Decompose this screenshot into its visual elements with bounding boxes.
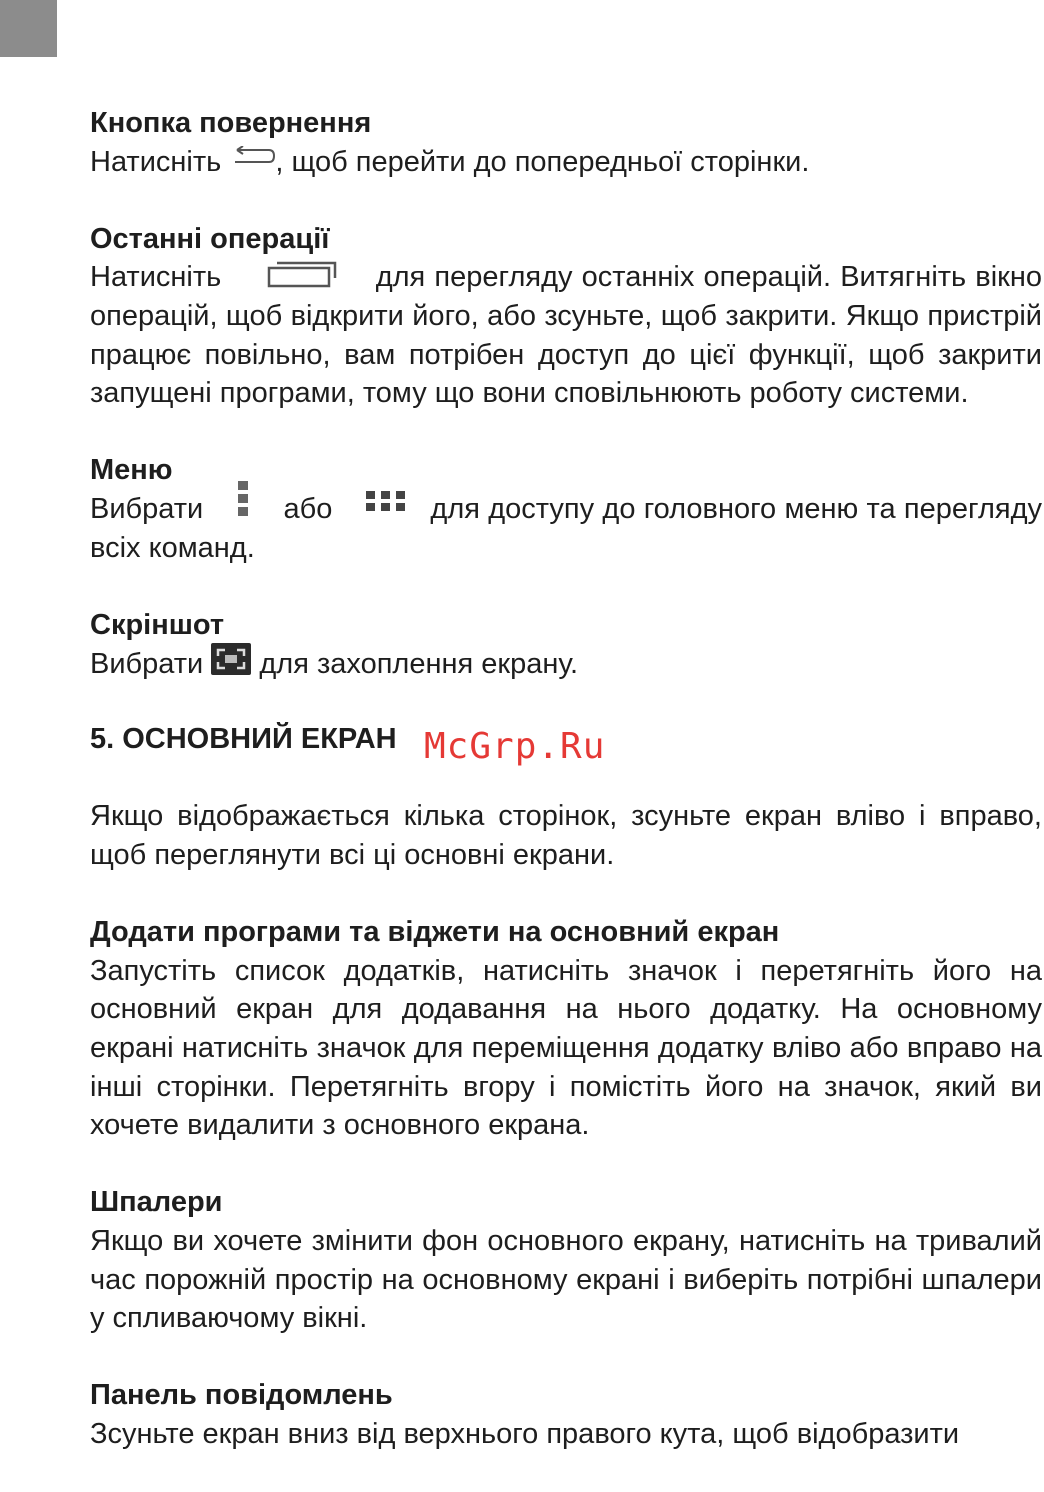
section-title: Меню xyxy=(90,454,173,487)
section-text: Вибрати або для доступу до головного меню та перегляду всіх команд. xyxy=(90,490,1042,568)
section-text: Натисніть , щоб перейти до попередньої сторінки. xyxy=(90,145,810,178)
page-corner-tab xyxy=(0,0,57,57)
section-title: Останні операції xyxy=(90,222,330,255)
section-title: Кнопка повернення xyxy=(90,107,372,139)
section-wallpaper xyxy=(90,1183,1042,1337)
back-arrow-icon xyxy=(229,146,275,168)
grid-menu-icon xyxy=(366,491,406,513)
section-recent-operations xyxy=(90,220,1042,413)
section-add-apps xyxy=(90,913,1042,1145)
section-pages xyxy=(90,797,1042,874)
section-title: Скріншот xyxy=(90,609,225,642)
recent-apps-icon xyxy=(267,258,339,288)
section-text: Зсуньте екран вниз від верхнього правого кута, щоб відобразити xyxy=(90,1417,960,1450)
section-text: Натисніть для перегляду останніх операцій. Витягніть вікно операцій, щоб відкрити його, або зсуньте, щоб закрити. Якщо пристрій працює повільно, вам потрібен доступ до цієї функції, щоб закрити запущені програми, тому що вони сповільнюють роботу системи. xyxy=(90,258,1042,412)
section-menu xyxy=(90,451,1042,568)
watermark-text: McGrp.Ru xyxy=(424,726,606,767)
section-title: Панель повідомлень xyxy=(90,1379,393,1412)
section-title: Додати програми та віджети на основний екран xyxy=(90,916,780,949)
screenshot-icon xyxy=(211,643,251,675)
section-text: Якщо ви хочете змінити фон основного екрану, натисніть на тривалий час порожній простір на основному екрані і виберіть потрібні шпалери у спливаючому вікні. xyxy=(90,1224,1042,1335)
chapter-title: 5. ОСНОВНИЙ ЕКРАН xyxy=(90,723,397,756)
section-screenshot xyxy=(90,606,1042,683)
document-page xyxy=(90,104,1042,1492)
vertical-menu-icon xyxy=(236,481,250,519)
section-notifications xyxy=(90,1376,1042,1453)
section-text: Якщо відображається кілька сторінок, зсуньте екран вліво і вправо, щоб переглянути всі ці основні екрани. xyxy=(90,800,1042,872)
section-back-button xyxy=(90,104,1042,181)
section-text: Вибрати для захоплення екрану. xyxy=(90,645,1042,684)
section-text: Запустіть список додатків, натисніть значок і перетягніть його на основний екран для додавання на нього додатку. На основному екрані натисніть значок для переміщення додатку вліво або вправо на інші сторінки. Перетягніть вгору і помістіть його на значок, який ви хочете видалити з основного екрана. xyxy=(90,954,1042,1142)
section-title: Шпалери xyxy=(90,1186,223,1219)
